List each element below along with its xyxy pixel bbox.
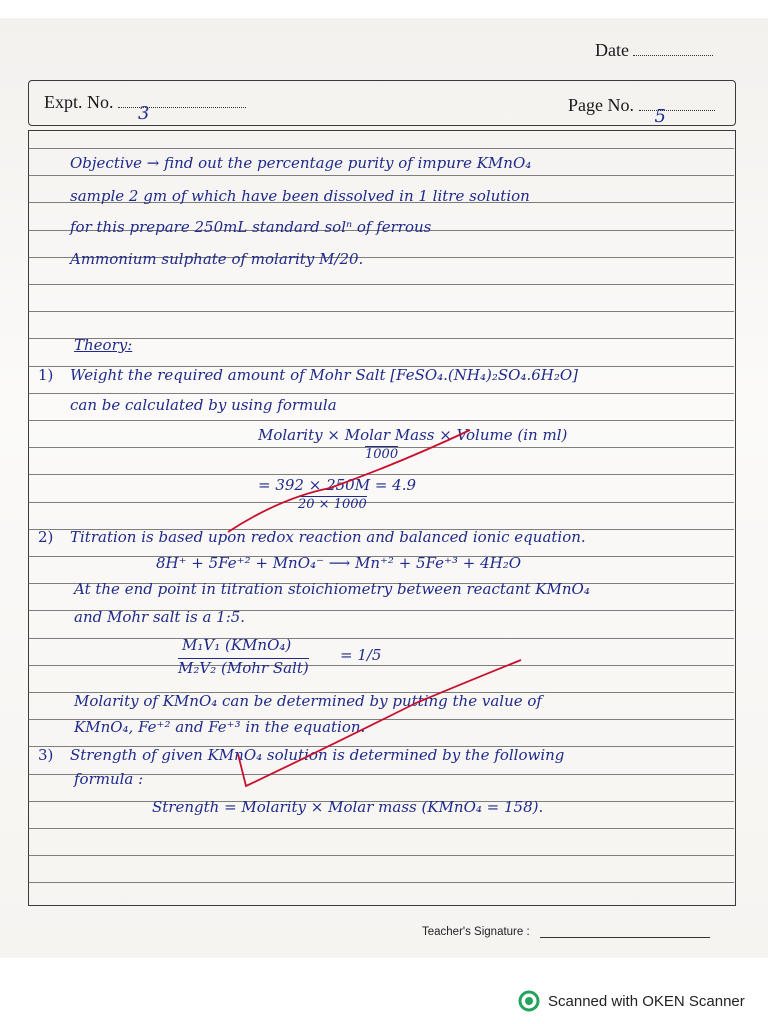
- date-value: [633, 55, 713, 56]
- rule-line: [28, 311, 734, 312]
- objective-line-1: Objective → find out the percentage purity of impure KMnO₄: [70, 154, 532, 172]
- expt-label: Expt. No.: [44, 92, 114, 112]
- expt-value: 3: [138, 103, 150, 124]
- item-2-line-4: and Mohr salt is a 1:5.: [74, 608, 246, 626]
- item-3-line-1: Strength of given KMnO₄ solution is determined by the following: [70, 746, 565, 764]
- molarity-line-2: KMnO₄, Fe⁺² and Fe⁺³ in the equation.: [74, 718, 366, 736]
- item-1-line-1: Weight the required amount of Mohr Salt [FeSO₄.(NH₄)₂SO₄.6H₂O]: [70, 366, 579, 384]
- page-field: [568, 95, 715, 127]
- signature-line: [540, 937, 710, 938]
- strength-formula: Strength = Molarity × Molar mass (KMnO₄ = 158).: [152, 798, 544, 816]
- rule-line: [28, 338, 734, 339]
- objective-line-3: for this prepare 250mL standard solⁿ of ferrous: [70, 218, 432, 236]
- date-field: [595, 40, 713, 61]
- rule-line: [28, 828, 734, 829]
- formula-numerator: Molarity × Molar Mass × Volume (in ml): [258, 426, 568, 444]
- item-2-line-3: At the end point in titration stoichiometry between reactant KMnO₄: [74, 580, 590, 598]
- item-2-number: 2): [38, 528, 54, 546]
- item-2-line-1: Titration is based upon redox reaction and balanced ionic equation.: [70, 528, 586, 546]
- calc-numerator: = 392 × 250M = 4.9: [258, 476, 417, 494]
- molarity-line-1: Molarity of KMnO₄ can be determined by putting the value of: [74, 692, 542, 710]
- item-3-line-2: formula :: [74, 770, 144, 788]
- rule-line: [28, 882, 734, 883]
- page-label: Page No.: [568, 95, 634, 115]
- scanner-watermark: [518, 990, 745, 1012]
- rule-line: [28, 284, 734, 285]
- date-label: Date: [595, 40, 629, 60]
- ratio-denominator: M₂V₂ (Mohr Salt): [178, 659, 309, 677]
- check-mark-icon-2: [236, 658, 526, 798]
- rule-line: [28, 148, 734, 149]
- oken-scanner-logo-icon: [518, 990, 540, 1012]
- item-1-line-2: can be calculated by using formula: [70, 396, 337, 414]
- rule-line: [28, 638, 734, 639]
- formula-denominator: 1000: [365, 447, 399, 462]
- rule-line: [28, 420, 734, 421]
- objective-line-2: sample 2 gm of which have been dissolved in 1 litre solution: [70, 187, 530, 205]
- rule-line: [28, 393, 734, 394]
- item-1-number: 1): [38, 366, 54, 384]
- ratio-rhs: = 1/5: [340, 646, 382, 664]
- objective-line-4: Ammonium sulphate of molarity M/20.: [70, 250, 364, 268]
- notebook-page: [0, 18, 768, 958]
- ionic-equation: 8H⁺ + 5Fe⁺² + MnO₄⁻ ⟶ Mn⁺² + 5Fe⁺³ + 4H₂O: [156, 554, 522, 572]
- theory-title: Theory:: [74, 336, 133, 354]
- rule-line: [28, 175, 734, 176]
- ratio-numerator: M₁V₁ (KMnO₄): [182, 636, 292, 654]
- teacher-signature-label: Teacher's Signature :: [422, 926, 530, 938]
- item-3-number: 3): [38, 746, 54, 764]
- expt-field: [44, 92, 246, 124]
- calc-denominator: 20 × 1000: [298, 497, 367, 512]
- rule-line: [28, 855, 734, 856]
- scanner-text: Scanned with OKEN Scanner: [548, 992, 745, 1010]
- check-mark-icon: [220, 428, 480, 538]
- page-value: 5: [654, 106, 666, 127]
